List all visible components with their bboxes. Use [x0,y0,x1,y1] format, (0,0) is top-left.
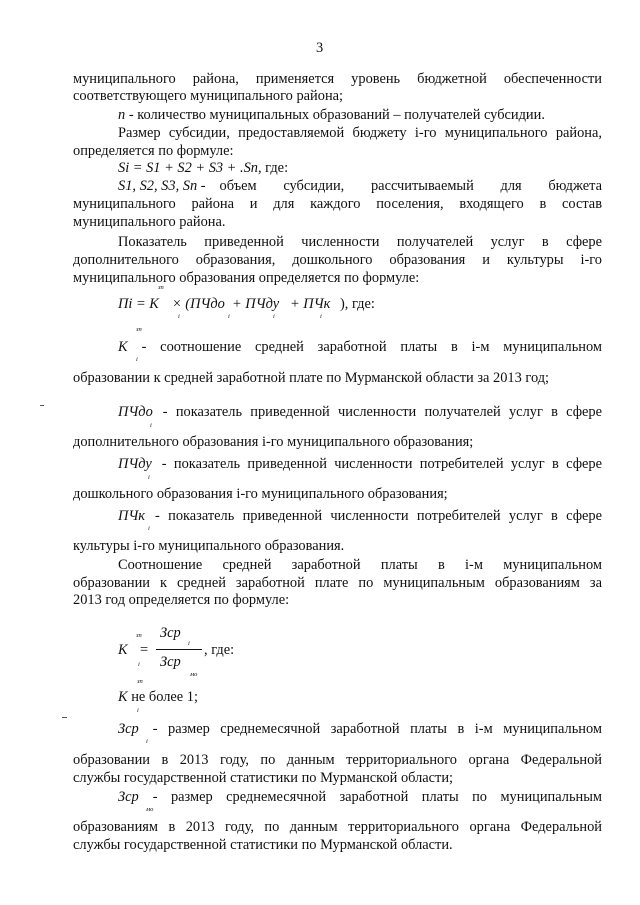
sub-i: i [136,356,138,363]
def-zsr-mo [118,789,602,806]
var-k: K [118,689,128,705]
text-line: дополнительного образования, дошкольного образования и культуры i-го [73,252,602,268]
formula-pi-tail: ), где: [340,296,375,312]
text-line: культуры i-го муниципального образования. [73,538,345,554]
text-line: 2013 год определяется по формуле: [73,592,290,608]
text-line-s-vars [118,178,602,195]
sub-zp: зп [137,678,143,685]
sub-i: i [320,313,322,320]
text-line: образовании к средней заработной плате по Мурманской области за 2013 год; [73,370,550,386]
formula-k-tail: , где: [204,642,235,658]
def-pchdu [118,456,602,473]
text-line: образовании к средней заработной плате по муниципальным образованиям за [73,575,602,591]
def-k-desc: - соотношение средней заработной платы в i-м муниципальном [141,339,602,355]
sub-i: i [150,422,152,429]
text-line: - количество муниципальных образований – получателей субсидии. [128,107,545,123]
text-line: Соотношение средней заработной платы в i-м муниципальном [118,557,602,573]
var-s-list: S1, S2, S3, Sn - [118,178,206,194]
fraction-numerator: Зср [160,625,181,641]
sub-i: i [148,474,150,481]
var-pchk: ПЧк [118,508,146,524]
text-line: объем субсидии, рассчитываемый для бюджета [219,178,602,194]
fraction-bar [156,649,202,650]
text-line: образовании в 2013 году, по данным территориального органа Федеральной [73,752,602,768]
formula-pi-pchdo: × (ПЧдо [172,296,225,312]
formula-pi-lhs: Пi = K [118,296,159,312]
page-number: 3 [316,40,324,56]
def-zsr [118,721,602,738]
formula-k-eq: = [140,642,149,658]
text-line: образованиям в 2013 году, по данным территориального органа Федеральной [73,819,602,835]
text-line: Показатель приведенной численности получателей услуг в сфере [118,234,602,250]
sub-mo: мо [190,671,198,678]
text-line: службы государственной статистики по Мурманской области. [73,837,453,853]
var-k: K [118,339,128,355]
formula-si [118,160,288,177]
text-line: муниципального района. [73,214,226,230]
text-line: дошкольного образования i-го муниципального образования; [73,486,448,502]
def-zsr-mo-desc: - размер среднемесячной заработной платы по муниципальным [152,789,602,805]
margin-mark [40,405,44,406]
sub-zp: зп [158,284,164,291]
sub-i: i [228,313,230,320]
sub-i: i [273,313,275,320]
def-pchk [118,508,602,525]
sub-zp: зп [136,632,142,639]
text-line: Размер субсидии, предоставляемой бюджету i-го муниципального района, [118,125,602,141]
def-kmax [118,689,198,706]
var-pchdu: ПЧду [118,456,152,472]
def-pchdo [118,404,602,421]
text-line: муниципального района, применяется уровень бюджетной обеспеченности [73,71,602,87]
formula-pi-pchk: + ПЧк [290,296,331,312]
sub-i: i [138,661,140,668]
def-pchk-desc: - показатель приведенной численности потребителей услуг в сфере [155,508,602,524]
var-zsr-mo: Зср [118,789,139,805]
text-line: муниципального образования определяется по формуле: [73,270,420,286]
fraction-denominator: Зср [160,654,181,670]
sub-mo: мо [146,806,154,813]
var-pchdo: ПЧдо [118,404,153,420]
sub-zp: зп [136,326,142,333]
text-line: службы государственной статистики по Мурманской области; [73,770,454,786]
sub-i: i [188,640,190,647]
sub-i: i [137,707,139,714]
sub-i: i [146,738,148,745]
def-pchdu-desc: - показатель приведенной численности потребителей услуг в сфере [161,456,602,472]
def-zsr-desc: - размер среднемесячной заработной платы в i-м муниципальном [152,721,602,737]
var-zsr: Зср [118,721,139,737]
var-n: n [118,107,126,123]
text-line-n [118,107,545,124]
def-kmax-text: не более 1; [131,689,198,705]
def-k [118,339,602,356]
sub-i: i [178,313,180,320]
formula-si-tail: , где: [257,160,289,176]
text-line: определяется по формуле: [73,143,234,159]
def-pchdo-desc: - показатель приведенной численности получателей услуг в сфере [162,404,602,420]
text-line: дополнительного образования i-го муниципального образования; [73,434,474,450]
formula-pi-pchdu: + ПЧду [232,296,280,312]
sub-i: i [148,525,150,532]
formula-si-expr: Si = S1 + S2 + S3 + .Sn [118,160,258,176]
margin-mark [62,717,67,718]
formula-k-var: K [118,642,128,658]
text-line: муниципального района и для каждого поселения, входящего в состав [73,196,602,212]
text-line: соответствующего муниципального района; [73,88,344,104]
